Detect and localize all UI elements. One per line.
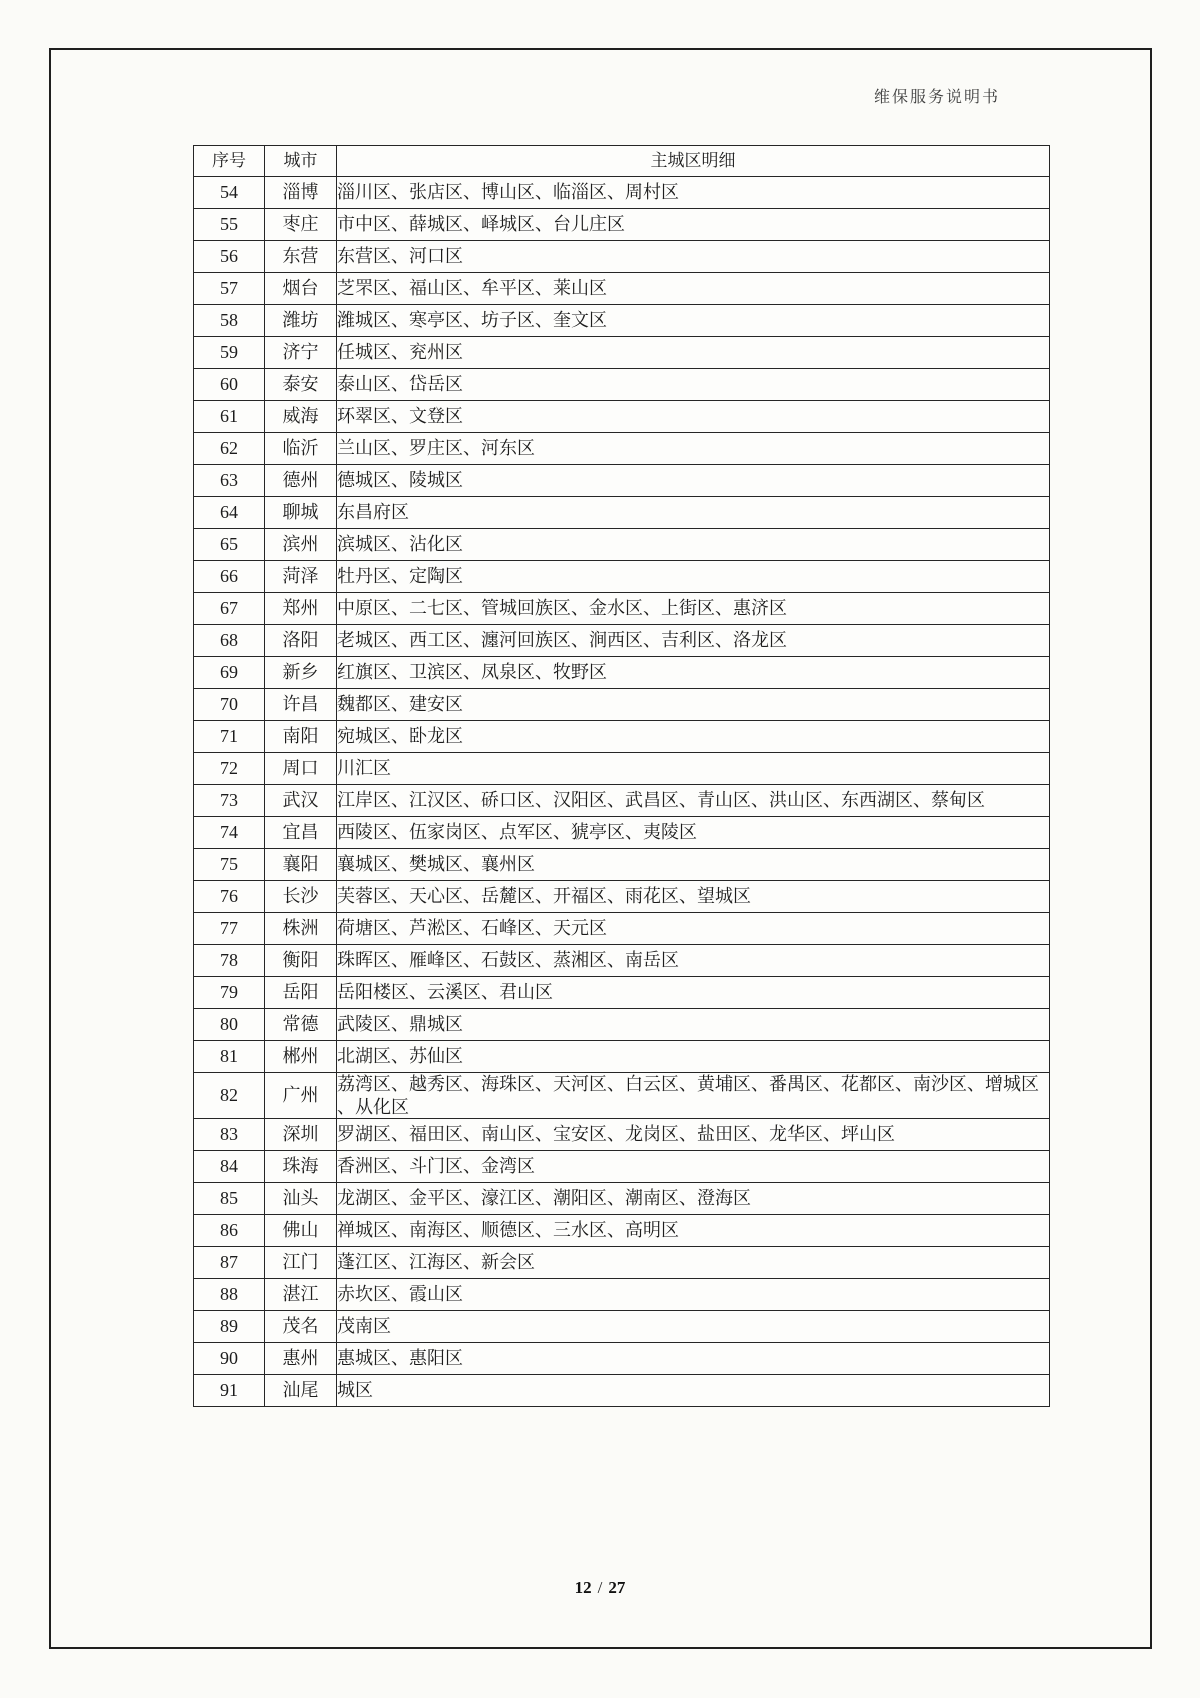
table-row xyxy=(194,1343,1050,1375)
row-no: 81 xyxy=(194,1041,265,1073)
row-no: 71 xyxy=(194,721,265,753)
row-no: 58 xyxy=(194,305,265,337)
row-districts: 荷塘区、芦淞区、石峰区、天元区 xyxy=(337,913,1050,945)
table-row xyxy=(194,593,1050,625)
row-no: 64 xyxy=(194,497,265,529)
row-districts: 蓬江区、江海区、新会区 xyxy=(337,1247,1050,1279)
table-row xyxy=(194,305,1050,337)
row-no: 87 xyxy=(194,1247,265,1279)
row-city: 郴州 xyxy=(265,1041,337,1073)
row-city: 惠州 xyxy=(265,1343,337,1375)
table-header xyxy=(194,146,1050,177)
table-row xyxy=(194,369,1050,401)
table-row xyxy=(194,1311,1050,1343)
row-city: 茂名 xyxy=(265,1311,337,1343)
table-header-row xyxy=(194,146,1050,177)
row-districts: 禅城区、南海区、顺德区、三水区、高明区 xyxy=(337,1215,1050,1247)
row-districts: 川汇区 xyxy=(337,753,1050,785)
row-city: 宜昌 xyxy=(265,817,337,849)
table-row xyxy=(194,753,1050,785)
row-districts: 东昌府区 xyxy=(337,497,1050,529)
row-districts: 宛城区、卧龙区 xyxy=(337,721,1050,753)
table-row xyxy=(194,1041,1050,1073)
table-row xyxy=(194,817,1050,849)
row-districts: 珠晖区、雁峰区、石鼓区、蒸湘区、南岳区 xyxy=(337,945,1050,977)
row-no: 57 xyxy=(194,273,265,305)
row-city: 珠海 xyxy=(265,1151,337,1183)
row-districts: 老城区、西工区、瀍河回族区、涧西区、吉利区、洛龙区 xyxy=(337,625,1050,657)
row-districts: 荔湾区、越秀区、海珠区、天河区、白云区、黄埔区、番禺区、花都区、南沙区、增城区、从化区 xyxy=(337,1073,1050,1119)
header-cell-districts: 主城区明细 xyxy=(337,146,1050,177)
row-no: 83 xyxy=(194,1119,265,1151)
row-city: 德州 xyxy=(265,465,337,497)
table-row xyxy=(194,881,1050,913)
row-districts: 泰山区、岱岳区 xyxy=(337,369,1050,401)
table-row xyxy=(194,241,1050,273)
row-no: 75 xyxy=(194,849,265,881)
row-districts: 岳阳楼区、云溪区、君山区 xyxy=(337,977,1050,1009)
row-city: 武汉 xyxy=(265,785,337,817)
row-city: 潍坊 xyxy=(265,305,337,337)
row-city: 郑州 xyxy=(265,593,337,625)
row-city: 济宁 xyxy=(265,337,337,369)
table-row xyxy=(194,177,1050,209)
row-districts: 潍城区、寒亭区、坊子区、奎文区 xyxy=(337,305,1050,337)
row-districts: 魏都区、建安区 xyxy=(337,689,1050,721)
table-row xyxy=(194,337,1050,369)
table-row xyxy=(194,721,1050,753)
row-no: 54 xyxy=(194,177,265,209)
row-no: 73 xyxy=(194,785,265,817)
table-row xyxy=(194,689,1050,721)
row-city: 洛阳 xyxy=(265,625,337,657)
row-districts: 龙湖区、金平区、濠江区、潮阳区、潮南区、澄海区 xyxy=(337,1183,1050,1215)
row-city: 淄博 xyxy=(265,177,337,209)
row-no: 63 xyxy=(194,465,265,497)
row-no: 78 xyxy=(194,945,265,977)
row-city: 广州 xyxy=(265,1073,337,1119)
table-row xyxy=(194,657,1050,689)
row-districts: 北湖区、苏仙区 xyxy=(337,1041,1050,1073)
row-no: 70 xyxy=(194,689,265,721)
city-table-body xyxy=(194,177,1050,1407)
row-no: 72 xyxy=(194,753,265,785)
row-no: 65 xyxy=(194,529,265,561)
row-no: 77 xyxy=(194,913,265,945)
row-districts: 牡丹区、定陶区 xyxy=(337,561,1050,593)
row-no: 86 xyxy=(194,1215,265,1247)
table-row xyxy=(194,433,1050,465)
row-districts: 武陵区、鼎城区 xyxy=(337,1009,1050,1041)
page-number-footer xyxy=(0,1578,1200,1598)
row-districts: 茂南区 xyxy=(337,1311,1050,1343)
row-city: 常德 xyxy=(265,1009,337,1041)
row-no: 56 xyxy=(194,241,265,273)
row-city: 深圳 xyxy=(265,1119,337,1151)
row-city: 枣庄 xyxy=(265,209,337,241)
row-districts: 江岸区、江汉区、硚口区、汉阳区、武昌区、青山区、洪山区、东西湖区、蔡甸区 xyxy=(337,785,1050,817)
table-row xyxy=(194,785,1050,817)
row-no: 69 xyxy=(194,657,265,689)
row-no: 84 xyxy=(194,1151,265,1183)
row-districts: 淄川区、张店区、博山区、临淄区、周村区 xyxy=(337,177,1050,209)
row-districts: 赤坎区、霞山区 xyxy=(337,1279,1050,1311)
row-districts: 滨城区、沾化区 xyxy=(337,529,1050,561)
footer-separator: / xyxy=(597,1578,603,1597)
row-no: 85 xyxy=(194,1183,265,1215)
row-no: 79 xyxy=(194,977,265,1009)
row-districts: 任城区、兖州区 xyxy=(337,337,1050,369)
table-row xyxy=(194,1183,1050,1215)
table-row xyxy=(194,529,1050,561)
table-row xyxy=(194,1215,1050,1247)
row-no: 61 xyxy=(194,401,265,433)
row-no: 59 xyxy=(194,337,265,369)
row-city: 威海 xyxy=(265,401,337,433)
table-row xyxy=(194,497,1050,529)
table-row xyxy=(194,273,1050,305)
row-no: 76 xyxy=(194,881,265,913)
row-no: 88 xyxy=(194,1279,265,1311)
table-row xyxy=(194,1119,1050,1151)
row-districts: 城区 xyxy=(337,1375,1050,1407)
row-no: 62 xyxy=(194,433,265,465)
row-city: 湛江 xyxy=(265,1279,337,1311)
table-row xyxy=(194,1073,1050,1119)
row-no: 89 xyxy=(194,1311,265,1343)
row-districts: 芙蓉区、天心区、岳麓区、开福区、雨花区、望城区 xyxy=(337,881,1050,913)
row-city: 临沂 xyxy=(265,433,337,465)
row-no: 67 xyxy=(194,593,265,625)
row-no: 60 xyxy=(194,369,265,401)
row-city: 襄阳 xyxy=(265,849,337,881)
table-row xyxy=(194,561,1050,593)
row-no: 91 xyxy=(194,1375,265,1407)
row-districts: 惠城区、惠阳区 xyxy=(337,1343,1050,1375)
row-city: 南阳 xyxy=(265,721,337,753)
row-districts: 襄城区、樊城区、襄州区 xyxy=(337,849,1050,881)
table-row xyxy=(194,849,1050,881)
city-districts-table xyxy=(193,145,1050,1407)
row-city: 周口 xyxy=(265,753,337,785)
footer-page-number: 12 xyxy=(574,1578,592,1597)
table-row xyxy=(194,945,1050,977)
table-row xyxy=(194,913,1050,945)
row-city: 泰安 xyxy=(265,369,337,401)
row-no: 80 xyxy=(194,1009,265,1041)
row-city: 东营 xyxy=(265,241,337,273)
table-row xyxy=(194,209,1050,241)
table-row xyxy=(194,1009,1050,1041)
row-city: 江门 xyxy=(265,1247,337,1279)
row-no: 55 xyxy=(194,209,265,241)
header-cell-city: 城市 xyxy=(265,146,337,177)
row-districts: 芝罘区、福山区、牟平区、莱山区 xyxy=(337,273,1050,305)
row-city: 佛山 xyxy=(265,1215,337,1247)
table-row xyxy=(194,977,1050,1009)
table-row xyxy=(194,1375,1050,1407)
row-no: 66 xyxy=(194,561,265,593)
row-city: 衡阳 xyxy=(265,945,337,977)
table-row xyxy=(194,1151,1050,1183)
row-districts: 市中区、薛城区、峄城区、台儿庄区 xyxy=(337,209,1050,241)
row-city: 烟台 xyxy=(265,273,337,305)
row-no: 90 xyxy=(194,1343,265,1375)
row-city: 长沙 xyxy=(265,881,337,913)
row-city: 聊城 xyxy=(265,497,337,529)
row-districts: 东营区、河口区 xyxy=(337,241,1050,273)
row-districts: 西陵区、伍家岗区、点军区、猇亭区、夷陵区 xyxy=(337,817,1050,849)
row-districts: 罗湖区、福田区、南山区、宝安区、龙岗区、盐田区、龙华区、坪山区 xyxy=(337,1119,1050,1151)
footer-total-pages: 27 xyxy=(608,1578,626,1597)
table-row xyxy=(194,1279,1050,1311)
row-no: 68 xyxy=(194,625,265,657)
row-city: 新乡 xyxy=(265,657,337,689)
row-districts: 环翠区、文登区 xyxy=(337,401,1050,433)
row-districts: 中原区、二七区、管城回族区、金水区、上街区、惠济区 xyxy=(337,593,1050,625)
header-cell-seq: 序号 xyxy=(194,146,265,177)
row-districts: 香洲区、斗门区、金湾区 xyxy=(337,1151,1050,1183)
row-city: 汕尾 xyxy=(265,1375,337,1407)
row-districts: 兰山区、罗庄区、河东区 xyxy=(337,433,1050,465)
row-no: 74 xyxy=(194,817,265,849)
row-city: 岳阳 xyxy=(265,977,337,1009)
row-no: 82 xyxy=(194,1073,265,1119)
row-city: 许昌 xyxy=(265,689,337,721)
table-row xyxy=(194,1247,1050,1279)
row-city: 滨州 xyxy=(265,529,337,561)
row-city: 菏泽 xyxy=(265,561,337,593)
table-row xyxy=(194,401,1050,433)
document-header-title: 维保服务说明书 xyxy=(873,89,1000,106)
row-city: 汕头 xyxy=(265,1183,337,1215)
row-districts: 德城区、陵城区 xyxy=(337,465,1050,497)
table-row xyxy=(194,625,1050,657)
table-row xyxy=(194,465,1050,497)
row-city: 株洲 xyxy=(265,913,337,945)
row-districts: 红旗区、卫滨区、凤泉区、牧野区 xyxy=(337,657,1050,689)
